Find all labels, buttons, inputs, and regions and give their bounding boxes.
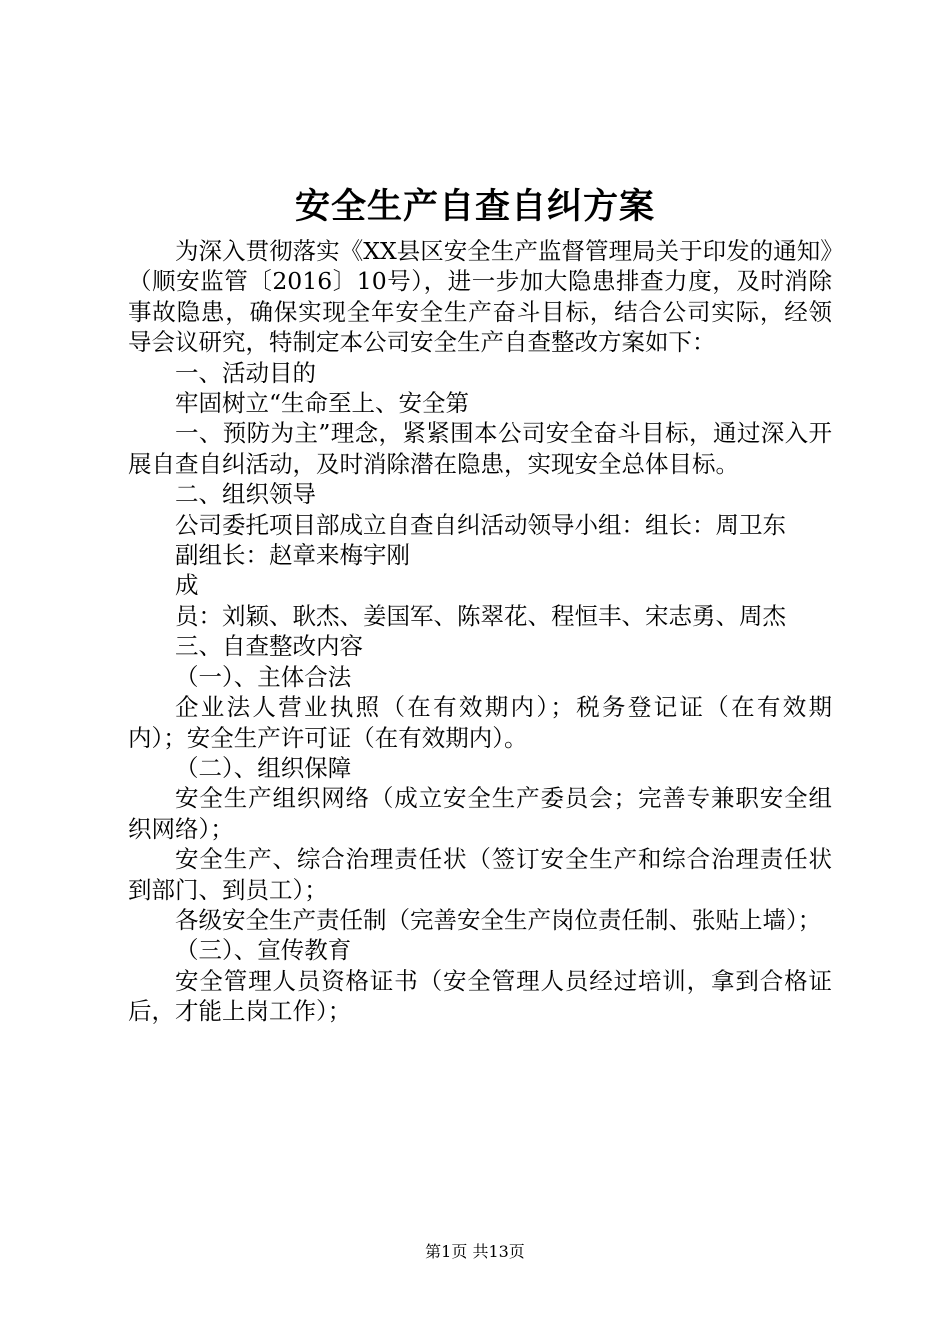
document-title: 安全生产自查自纠方案: [294, 186, 655, 227]
subsection-heading: （三）、宣传教育: [175, 936, 352, 965]
section-heading: 一、活动目的: [175, 358, 316, 387]
paragraph: 安全生产、综合治理责任状（签订安全生产和综合治理责任状到部门、到员工）；: [128, 845, 832, 904]
paragraph: 一、预防为主”理念，紧紧围本公司安全奋斗目标，通过深入开展自查自纠活动，及时消除潜在隐患，实现安全总体目标。: [128, 419, 832, 478]
document-body: [128, 236, 832, 1027]
paragraph: 为深入贯彻落实《XX县区安全生产监督管理局关于印发的通知》（顺安监管〔2016〕10号），进一步加大隐患排查力度，及时消除事故隐患，确保实现全年安全生产奋斗目标，结合公司实际，经领导会议研究，特制定本公司安全生产自查整改方案如下：: [128, 237, 832, 357]
paragraph: 安全生产组织网络（成立安全生产委员会；完善专兼职安全组织网络）；: [128, 784, 832, 843]
paragraph: 牢固树立“生命至上、安全第: [175, 389, 470, 418]
subsection-heading: （一）、主体合法: [175, 662, 352, 691]
section-heading: 三、自查整改内容: [175, 632, 363, 661]
paragraph: 副组长：赵章来梅宇刚: [175, 541, 410, 570]
paragraph: 企业法人营业执照（在有效期内）；税务登记证（在有效期内）；安全生产许可证（在有效期内）。: [128, 693, 832, 752]
paragraph: 各级安全生产责任制（完善安全生产岗位责任制、张贴上墙）；: [175, 905, 822, 934]
section-heading: 二、组织领导: [175, 480, 316, 509]
subsection-heading: （二）、组织保障: [175, 753, 352, 782]
paragraph: 公司委托项目部成立自查自纠活动领导小组：组长：周卫东: [175, 510, 786, 539]
paragraph: 成: [175, 571, 199, 600]
paragraph: 安全管理人员资格证书（安全管理人员经过培训，拿到合格证后，才能上岗工作）；: [128, 966, 832, 1026]
page-footer: 第1页 共13页: [425, 1242, 525, 1261]
paragraph: 员：刘颖、耿杰、姜国军、陈翠花、程恒丰、宋志勇、周杰: [175, 601, 786, 630]
